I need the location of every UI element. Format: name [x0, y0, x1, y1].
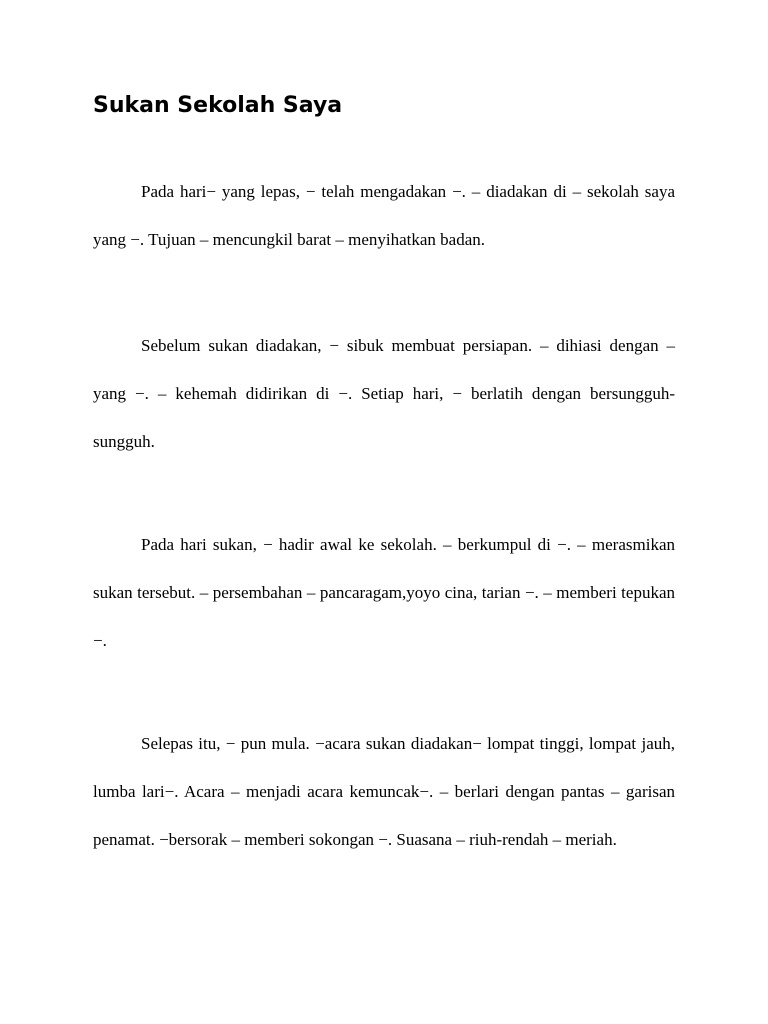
paragraph: Selepas itu, − pun mula. −acara sukan diadakan− lompat tinggi, lompat jauh, lumba lari−. Acara – menjadi acara kemuncak−. – berlari dengan pantas – garisan penamat. −bersorak – memberi sokongan −. Suasana – riuh-rendah – meriah.	[93, 734, 675, 849]
paragraph: Sebelum sukan diadakan, − sibuk membuat persiapan. – dihiasi dengan – yang −. – kehemah didirikan di −. Setiap hari, − berlatih dengan bersungguh-sungguh.	[93, 336, 675, 451]
document-title: Sukan Sekolah Saya	[93, 93, 343, 118]
paragraph: Pada hari− yang lepas, − telah mengadakan −. – diadakan di – sekolah saya yang −. Tujuan – mencungkil barat – menyihatkan badan.	[93, 182, 675, 249]
paragraph: Pada hari sukan, − hadir awal ke sekolah. – berkumpul di −. – merasmikan sukan tersebut. – persembahan – pancaragam,yoyo cina, tarian −. – memberi tepukan −.	[93, 535, 675, 650]
